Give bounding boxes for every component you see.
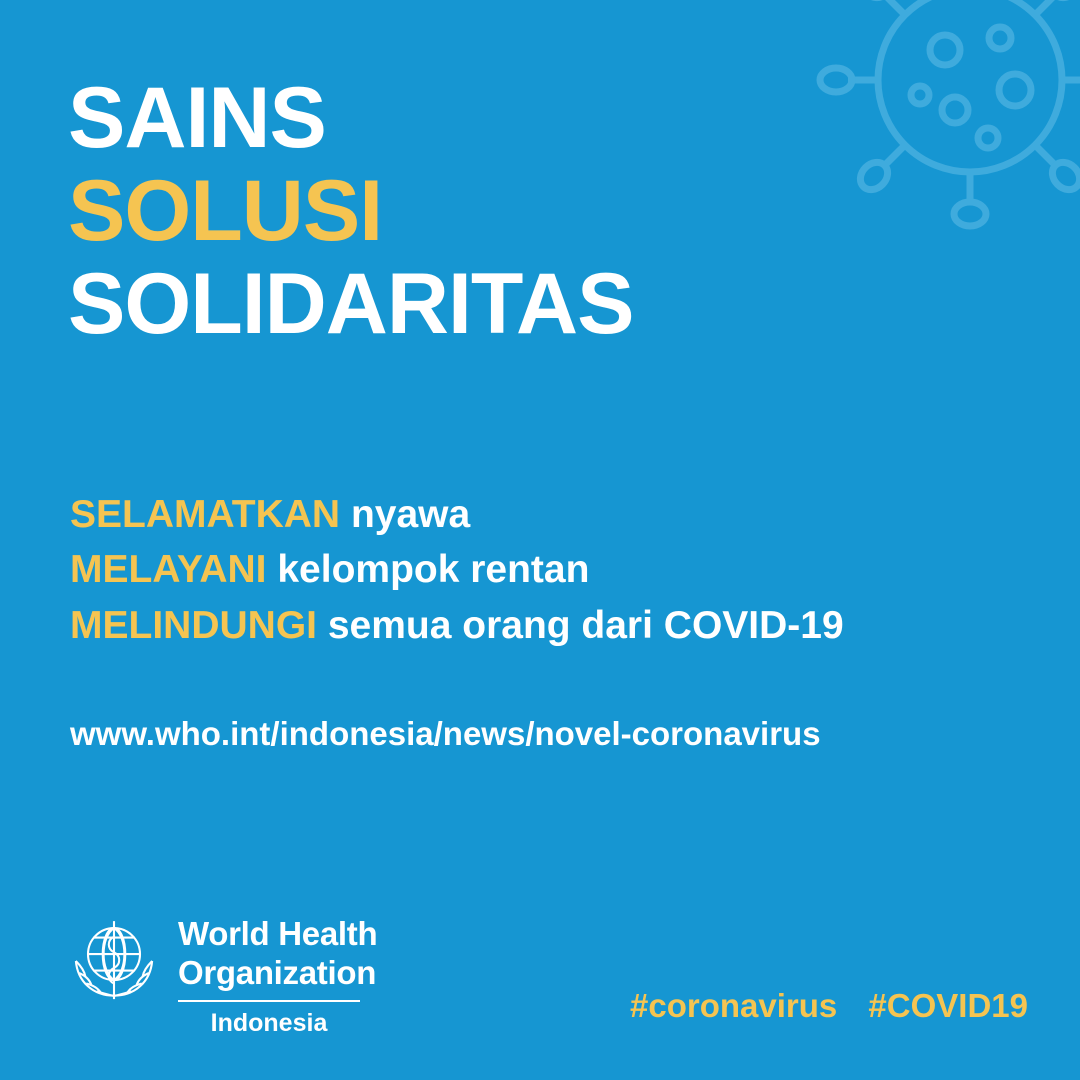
who-name-line-1: World Health <box>178 915 378 953</box>
subhead-row-3-rest: semua orang dari COVID-19 <box>327 603 844 647</box>
subhead-block <box>70 487 1030 653</box>
who-country-label: Indonesia <box>210 1009 328 1037</box>
headline <box>68 72 968 351</box>
subhead-row-2-rest: kelompok rentan <box>277 548 590 592</box>
subhead-row-3-highlight: MELINDUNGI <box>70 603 317 647</box>
headline-line-3: SOLIDARITAS <box>68 255 634 352</box>
subhead-row-3 <box>70 598 1030 653</box>
who-logo-divider <box>178 1000 360 1002</box>
who-name-line-2: Organization <box>178 953 377 991</box>
subhead-row-1-highlight: SELAMATKAN <box>70 493 341 536</box>
subhead-row-2 <box>70 542 1030 597</box>
who-logo <box>62 907 377 1038</box>
subhead-row-1-rest: nyawa <box>350 493 471 536</box>
website-url[interactable]: www.who.int/indonesia/news/novel-coronavirus <box>70 715 821 752</box>
hashtag-coronavirus: #coronavirus <box>630 987 838 1024</box>
hashtag-covid19: #COVID19 <box>868 987 1028 1024</box>
subhead-row-2-highlight: MELAYANI <box>70 548 267 592</box>
subhead-row-1 <box>70 487 1030 542</box>
who-logo-text <box>178 907 377 1038</box>
headline-line-2: SOLUSI <box>68 162 383 259</box>
hashtags <box>630 987 1028 1025</box>
who-emblem-icon <box>62 909 166 1013</box>
headline-line-1: SAINS <box>68 70 326 166</box>
